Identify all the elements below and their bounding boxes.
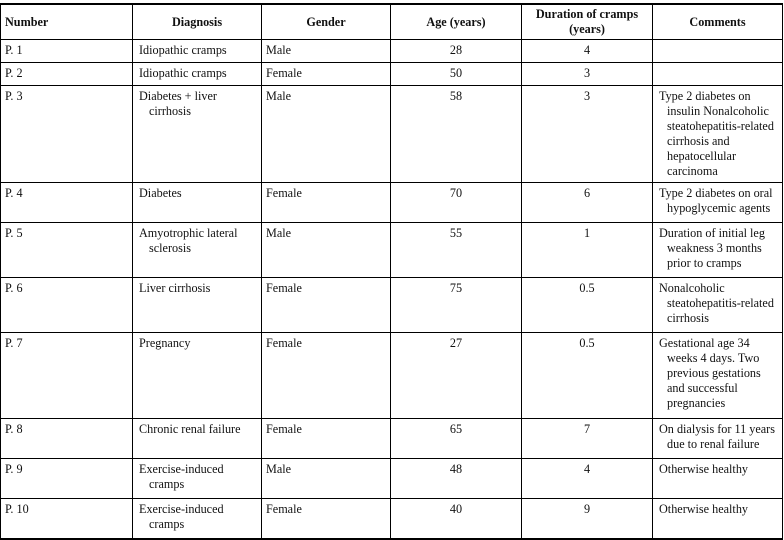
header-number: Number	[1, 4, 133, 40]
cell-number: P. 2	[1, 63, 133, 86]
cell-diagnosis: Idiopathic cramps	[133, 40, 262, 63]
cell-age: 28	[391, 40, 522, 63]
cell-diagnosis: Amyotrophic lateral sclerosis	[133, 223, 262, 278]
cell-diagnosis: Exercise-induced cramps	[133, 459, 262, 499]
cell-duration: 7	[522, 419, 653, 459]
table-row	[1, 278, 783, 333]
table-row	[1, 419, 783, 459]
cell-duration: 0.5	[522, 278, 653, 333]
cell-number: P. 6	[1, 278, 133, 333]
cell-gender: Male	[262, 459, 391, 499]
table-row	[1, 183, 783, 223]
header-gender: Gender	[262, 4, 391, 40]
cell-gender: Female	[262, 183, 391, 223]
cell-number: P. 9	[1, 459, 133, 499]
cell-number: P. 1	[1, 40, 133, 63]
cell-age: 65	[391, 419, 522, 459]
patient-table	[0, 3, 783, 540]
cell-gender: Female	[262, 333, 391, 419]
cell-diagnosis: Chronic renal failure	[133, 419, 262, 459]
cell-age: 48	[391, 459, 522, 499]
table-row	[1, 40, 783, 63]
cell-age: 27	[391, 333, 522, 419]
cell-age: 55	[391, 223, 522, 278]
cell-comments: Type 2 diabetes on insulin Nonalcoholic steatohepatitis-related cirrhosis and hepatocellular carcinoma	[653, 86, 783, 183]
header-diagnosis: Diagnosis	[133, 4, 262, 40]
header-duration: Duration of cramps (years)	[522, 4, 653, 40]
cell-age: 50	[391, 63, 522, 86]
cell-gender: Female	[262, 499, 391, 539]
table-row	[1, 86, 783, 183]
cell-age: 40	[391, 499, 522, 539]
cell-comments	[653, 40, 783, 63]
cell-comments	[653, 63, 783, 86]
table-row	[1, 63, 783, 86]
header-comments: Comments	[653, 4, 783, 40]
cell-comments: Nonalcoholic steatohepatitis-related cirrhosis	[653, 278, 783, 333]
cell-duration: 3	[522, 86, 653, 183]
cell-comments: Otherwise healthy	[653, 499, 783, 539]
cell-duration: 4	[522, 40, 653, 63]
cell-number: P. 8	[1, 419, 133, 459]
cell-duration: 1	[522, 223, 653, 278]
cell-gender: Male	[262, 86, 391, 183]
cell-diagnosis: Diabetes + liver cirrhosis	[133, 86, 262, 183]
table-row	[1, 499, 783, 539]
cell-age: 58	[391, 86, 522, 183]
cell-comments: Gestational age 34 weeks 4 days. Two previous gestations and successful pregnancies	[653, 333, 783, 419]
table-row	[1, 333, 783, 419]
cell-diagnosis: Liver cirrhosis	[133, 278, 262, 333]
cell-duration: 3	[522, 63, 653, 86]
cell-gender: Male	[262, 40, 391, 63]
cell-gender: Female	[262, 63, 391, 86]
cell-number: P. 4	[1, 183, 133, 223]
header-age: Age (years)	[391, 4, 522, 40]
cell-comments: Otherwise healthy	[653, 459, 783, 499]
cell-number: P. 7	[1, 333, 133, 419]
cell-duration: 9	[522, 499, 653, 539]
cell-gender: Male	[262, 223, 391, 278]
cell-duration: 4	[522, 459, 653, 499]
cell-duration: 0.5	[522, 333, 653, 419]
cell-diagnosis: Exercise-induced cramps	[133, 499, 262, 539]
table-row	[1, 223, 783, 278]
cell-comments: Type 2 diabetes on oral hypoglycemic agents	[653, 183, 783, 223]
cell-diagnosis: Pregnancy	[133, 333, 262, 419]
cell-age: 75	[391, 278, 522, 333]
cell-diagnosis: Diabetes	[133, 183, 262, 223]
cell-gender: Female	[262, 278, 391, 333]
table-header-row	[1, 4, 783, 40]
cell-number: P. 10	[1, 499, 133, 539]
cell-comments: Duration of initial leg weakness 3 months prior to cramps	[653, 223, 783, 278]
cell-number: P. 5	[1, 223, 133, 278]
cell-comments: On dialysis for 11 years due to renal failure	[653, 419, 783, 459]
cell-diagnosis: Idiopathic cramps	[133, 63, 262, 86]
cell-number: P. 3	[1, 86, 133, 183]
cell-gender: Female	[262, 419, 391, 459]
cell-duration: 6	[522, 183, 653, 223]
cell-age: 70	[391, 183, 522, 223]
table-row	[1, 459, 783, 499]
